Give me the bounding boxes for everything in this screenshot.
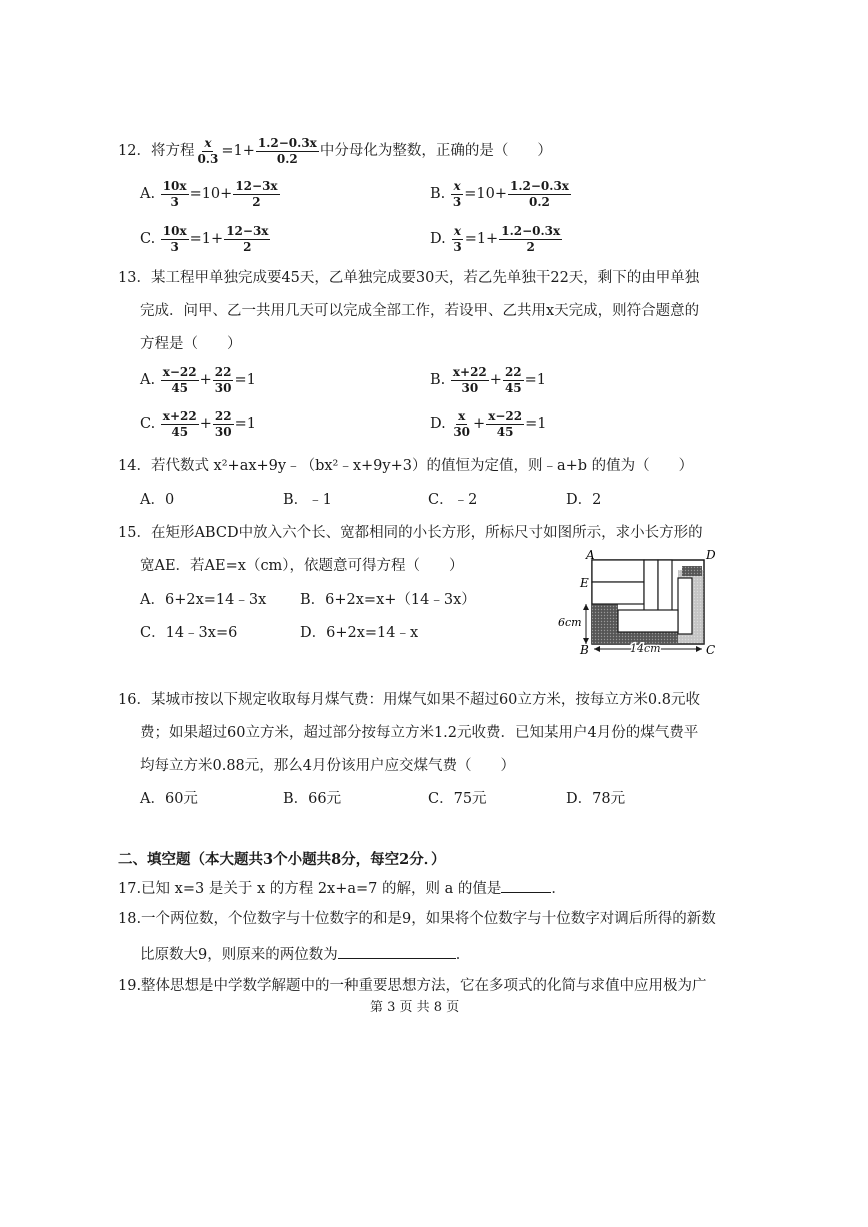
label-e: E (580, 576, 589, 590)
question-13-line2: 完成．问甲、乙一共用几天可以完成全部工作，若设甲、乙共用x天完成，则符合题意的 (140, 303, 700, 319)
q15-option-a[interactable]: A．6+2x=14﹣3x (140, 592, 267, 608)
q15-option-c[interactable]: C．14﹣3x=6 (140, 625, 238, 641)
shaded-region-left (592, 604, 618, 644)
question-13-line1: 13．某工程甲单独完成要45天，乙单独完成要30天，若乙先单独干22天，剩下的由甲单独 (118, 270, 700, 286)
question-13-line3: 方程是（ ） (140, 336, 242, 352)
fraction: $\frac{x}{0.3}$ (197, 136, 219, 166)
q16-option-c[interactable]: C．75元 (428, 791, 487, 807)
q12-option-d[interactable]: D. $\frac{x}{3}$ =1+ $\frac{1.2-0.3x}{2}$ (430, 224, 561, 254)
question-15-line1: 15．在矩形ABCD中放入六个长、宽都相同的小长方形，所标尺寸如图所示，求小长方形的 (118, 525, 703, 541)
q16-option-b[interactable]: B．66元 (283, 791, 342, 807)
page-footer: 第 3 页 共 8 页 (370, 1000, 460, 1015)
q12-option-a[interactable]: A. $\frac{10x}{3}$ =10+ $\frac{12-3x}{2}$ (140, 179, 278, 209)
label-height: 6cm (558, 616, 582, 629)
q12-option-b[interactable]: B. $\frac{x}{3}$ =10+ $\frac{1.2-0.3x}{0.2}$ (430, 179, 569, 209)
rectangle-figure (552, 548, 722, 658)
arrow-left-icon (594, 646, 600, 652)
q14-option-d[interactable]: D．2 (566, 492, 602, 508)
question-15-line2: 宽AE．若AE=x（cm），依题意可得方程（ ） (140, 558, 464, 574)
question-14-stem: 14．若代数式 x²+ax+9y﹣（bx²﹣x+9y+3）的值恒为定值，则﹣a+b 的值为（ ） (118, 458, 694, 474)
question-16-line2: 费；如果超过60立方米，超过部分按每立方米1.2元收费．已知某用户4月份的煤气费平 (140, 725, 699, 741)
q12-option-c[interactable]: C. $\frac{10x}{3}$ =1+ $\frac{12-3x}{2}$ (140, 224, 269, 254)
question-16-line3: 均每立方米0.88元，那么4月份该用户应交煤气费（ ） (140, 758, 516, 774)
q15-option-b[interactable]: B．6+2x=x+（14﹣3x） (300, 592, 476, 608)
question-18-line2: 比原数大9，则原来的两位数为 ． (140, 944, 470, 964)
shaded-corner (682, 566, 702, 576)
answer-blank[interactable] (501, 878, 551, 893)
arrow-up-icon (583, 604, 589, 610)
q14-option-c[interactable]: C．﹣2 (428, 492, 478, 508)
q16-option-d[interactable]: D．78元 (566, 791, 626, 807)
question-12-stem: 12．将方程 $\frac{x}{0.3}$ =1+ $\frac{1.2-0.3x}{0.2}$ 中分母化为整数，正确的是（ ） (118, 136, 552, 166)
arrow-right-icon (696, 646, 702, 652)
small-rect-5 (678, 578, 692, 634)
label-d: D (706, 548, 716, 562)
label-c: C (706, 643, 716, 657)
question-16-line1: 16．某城市按以下规定收取每月煤气费：用煤气如果不超过60立方米，按每立方米0.8元收 (118, 692, 700, 708)
small-rect-2 (592, 582, 644, 604)
question-18-line1: 18.一个两位数，个位数字与十位数字的和是9，如果将个位数字与十位数字对调后所得的新数 (118, 911, 716, 927)
q13-option-a[interactable]: A. $\frac{x-22}{45}$ + $\frac{22}{30}$ =1 (140, 365, 256, 395)
label-b: B (580, 643, 589, 657)
q13-option-d[interactable]: D. $\frac{x}{30}$ + $\frac{x-22}{45}$ =1 (430, 409, 547, 439)
label-width: 14cm (630, 642, 661, 655)
q15-option-d[interactable]: D．6+2x=14﹣x (300, 625, 419, 641)
q16-option-a[interactable]: A．60元 (140, 791, 198, 807)
q14-option-a[interactable]: A．0 (140, 492, 175, 508)
q13-option-c[interactable]: C. $\frac{x+22}{45}$ + $\frac{22}{30}$ =1 (140, 409, 256, 439)
question-19-line1: 19.整体思想是中学数学解题中的一种重要思想方法，它在多项式的化简与求值中应用极为广 (118, 978, 707, 994)
q14-option-b[interactable]: B．﹣1 (283, 492, 332, 508)
q13-option-b[interactable]: B. $\frac{x+22}{30}$ + $\frac{22}{45}$ =1 (430, 365, 547, 395)
fraction: $\frac{1.2-0.3x}{0.2}$ (257, 136, 317, 166)
section-2-heading: 二、填空题（本大题共3个小题共8分，每空2分．） (118, 851, 446, 868)
answer-blank[interactable] (338, 944, 456, 959)
small-rect-1 (592, 560, 644, 582)
label-a: A (586, 548, 595, 562)
small-rect-6 (618, 610, 678, 632)
question-17: 17.已知 x=3 是关于 x 的方程 2x+a=7 的解，则 a 的值是 ． (118, 878, 566, 898)
